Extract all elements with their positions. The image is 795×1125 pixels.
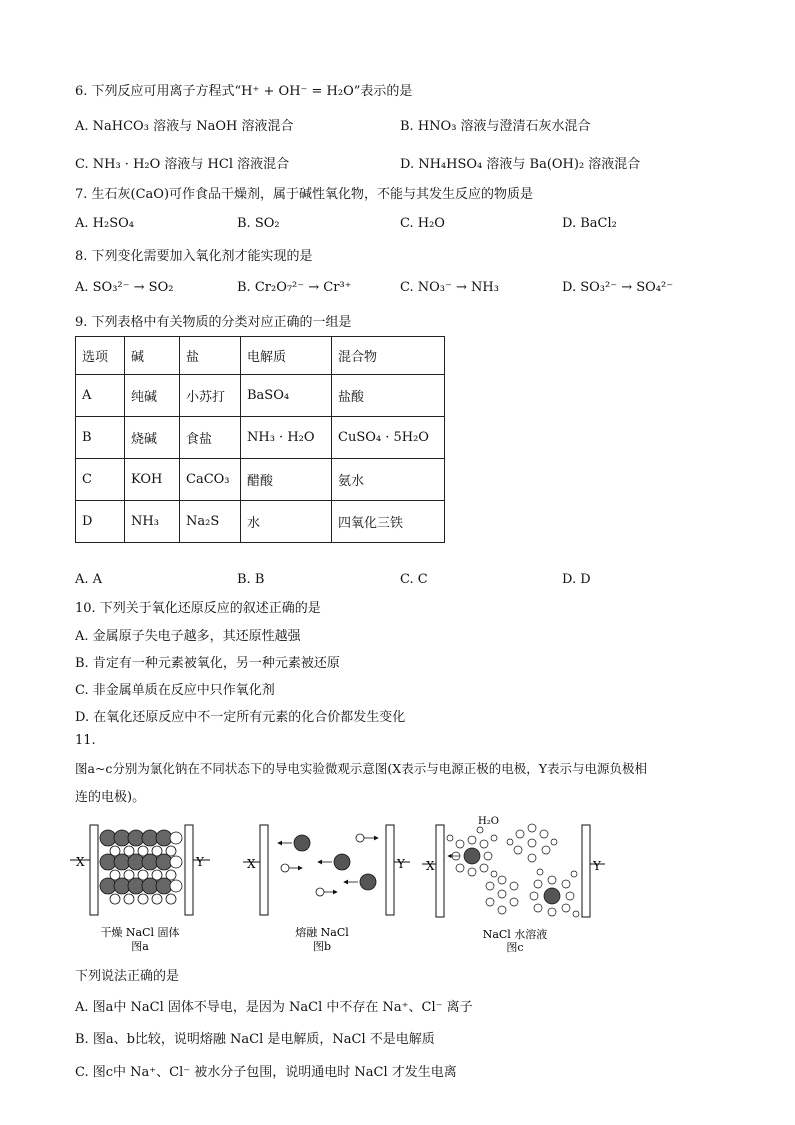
- nacl-conduction-figure: [70, 808, 630, 958]
- electrode-y-label: Y: [397, 857, 405, 871]
- table-header-cell: 碱: [125, 337, 180, 375]
- q7-option-d[interactable]: D. BaCl₂: [562, 216, 617, 231]
- q10-option-a[interactable]: A. 金属原子失电子越多，其还原性越强: [75, 629, 301, 644]
- table-cell: 氨水: [332, 459, 445, 501]
- nacl-crystal-lattice: [100, 830, 182, 904]
- figure-b-label: 图b: [312, 940, 332, 953]
- q11-stem-line1: 图a~c分别为氯化钠在不同状态下的导电实验微观示意图(X表示与电源正极的电极，Y表示与电源负极相: [75, 761, 647, 776]
- table-cell: 食盐: [180, 417, 241, 459]
- table-cell: A: [76, 375, 125, 417]
- q8-option-d[interactable]: D. SO₃²⁻ → SO₄²⁻: [562, 280, 674, 295]
- q9-option-a[interactable]: A. A: [75, 572, 103, 587]
- table-cell: 水: [241, 501, 332, 543]
- q10-option-c[interactable]: C. 非金属单质在反应中只作氧化剂: [75, 683, 275, 698]
- q8-option-b[interactable]: B. Cr₂O₇²⁻ → Cr³⁺: [237, 280, 352, 295]
- classification-table: [75, 336, 445, 543]
- table-cell: 烧碱: [125, 417, 180, 459]
- q10-option-b[interactable]: B. 肯定有一种元素被氧化，另一种元素被还原: [75, 656, 340, 671]
- q9-option-b[interactable]: B. B: [237, 572, 265, 587]
- table-header-row: [76, 337, 445, 375]
- q10-stem: 10. 下列关于氧化还原反应的叙述正确的是: [75, 601, 321, 616]
- table-cell: D: [76, 501, 125, 543]
- q7-option-b[interactable]: B. SO₂: [237, 216, 280, 231]
- table-cell: CaCO₃: [180, 459, 241, 501]
- table-cell: 小苏打: [180, 375, 241, 417]
- table-header-cell: 选项: [76, 337, 125, 375]
- table-cell: NH₃: [125, 501, 180, 543]
- figure-a-caption: 干燥 NaCl 固体: [100, 926, 180, 939]
- table-cell: 纯碱: [125, 375, 180, 417]
- figure-c-caption: NaCl 水溶液: [482, 928, 548, 941]
- electrode-x-label: X: [247, 857, 256, 871]
- q9-option-c[interactable]: C. C: [400, 572, 428, 587]
- table-cell: 四氧化三铁: [332, 501, 445, 543]
- q11-number: 11.: [75, 733, 96, 748]
- figure-b-caption: 熔融 NaCl: [295, 926, 349, 939]
- q11-option-c[interactable]: C. 图c中 Na⁺、Cl⁻ 被水分子包围，说明通电时 NaCl 才发生电离: [75, 1065, 457, 1080]
- q6-option-c[interactable]: C. NH₃ · H₂O 溶液与 HCl 溶液混合: [75, 157, 290, 172]
- electrode-x: [260, 825, 268, 915]
- q6-option-a[interactable]: A. NaHCO₃ 溶液与 NaOH 溶液混合: [75, 119, 294, 134]
- table-cell: Na₂S: [180, 501, 241, 543]
- q9-stem: 9. 下列表格中有关物质的分类对应正确的一组是: [75, 315, 352, 330]
- q6-option-d[interactable]: D. NH₄HSO₄ 溶液与 Ba(OH)₂ 溶液混合: [400, 157, 641, 172]
- table-cell: CuSO₄ · 5H₂O: [332, 417, 445, 459]
- molten-ions: [278, 834, 378, 896]
- table-row: [76, 417, 445, 459]
- water-molecule-label: H₂O: [478, 816, 499, 827]
- electrode-y: [386, 825, 394, 915]
- q8-option-a[interactable]: A. SO₃²⁻ → SO₂: [75, 280, 174, 295]
- table-row: [76, 501, 445, 543]
- q11-option-b[interactable]: B. 图a、b比较，说明熔融 NaCl 是电解质，NaCl 不是电解质: [75, 1032, 435, 1047]
- figure-c: [422, 816, 605, 954]
- q8-option-c[interactable]: C. NO₃⁻ → NH₃: [400, 280, 499, 295]
- q8-stem: 8. 下列变化需要加入氧化剂才能实现的是: [75, 249, 313, 264]
- figure-c-label: 图c: [506, 941, 524, 954]
- table-cell: 盐酸: [332, 375, 445, 417]
- table-cell: 醋酸: [241, 459, 332, 501]
- table-cell: NH₃ · H₂O: [241, 417, 332, 459]
- figure-a: [70, 825, 210, 953]
- electrode-y: [582, 825, 590, 917]
- table-header-cell: 盐: [180, 337, 241, 375]
- figure-b: [243, 825, 410, 953]
- table-row: [76, 459, 445, 501]
- q11-stem-line2: 连的电极)。: [75, 790, 146, 805]
- electrode-x: [90, 825, 98, 915]
- electrode-x-label: X: [426, 859, 435, 873]
- electrode-x-label: X: [76, 855, 85, 869]
- table-cell: B: [76, 417, 125, 459]
- q11-option-a[interactable]: A. 图a中 NaCl 固体不导电，是因为 NaCl 中不存在 Na⁺、Cl⁻ 离子: [75, 1000, 473, 1015]
- q11-ask: 下列说法正确的是: [75, 969, 180, 984]
- table-cell: KOH: [125, 459, 180, 501]
- q7-option-a[interactable]: A. H₂SO₄: [75, 216, 134, 231]
- q7-option-c[interactable]: C. H₂O: [400, 216, 445, 231]
- table-cell: BaSO₄: [241, 375, 332, 417]
- q6-option-b[interactable]: B. HNO₃ 溶液与澄清石灰水混合: [400, 119, 591, 134]
- table-header-cell: 混合物: [332, 337, 445, 375]
- figure-a-label: 图a: [131, 940, 149, 953]
- table-header-cell: 电解质: [241, 337, 332, 375]
- electrode-y-label: Y: [196, 855, 204, 869]
- electrode-y: [185, 825, 193, 915]
- hydrated-ions: [447, 824, 579, 917]
- table-cell: C: [76, 459, 125, 501]
- q9-option-d[interactable]: D. D: [562, 572, 591, 587]
- q10-option-d[interactable]: D. 在氧化还原反应中不一定所有元素的化合价都发生变化: [75, 710, 406, 725]
- q6-stem: 6. 下列反应可用离子方程式“H⁺ + OH⁻ = H₂O”表示的是: [75, 84, 413, 99]
- electrode-x: [436, 825, 444, 917]
- table-row: [76, 375, 445, 417]
- q7-stem: 7. 生石灰(CaO)可作食品干燥剂，属于碱性氧化物，不能与其发生反应的物质是: [75, 187, 534, 202]
- electrode-y-label: Y: [593, 859, 601, 873]
